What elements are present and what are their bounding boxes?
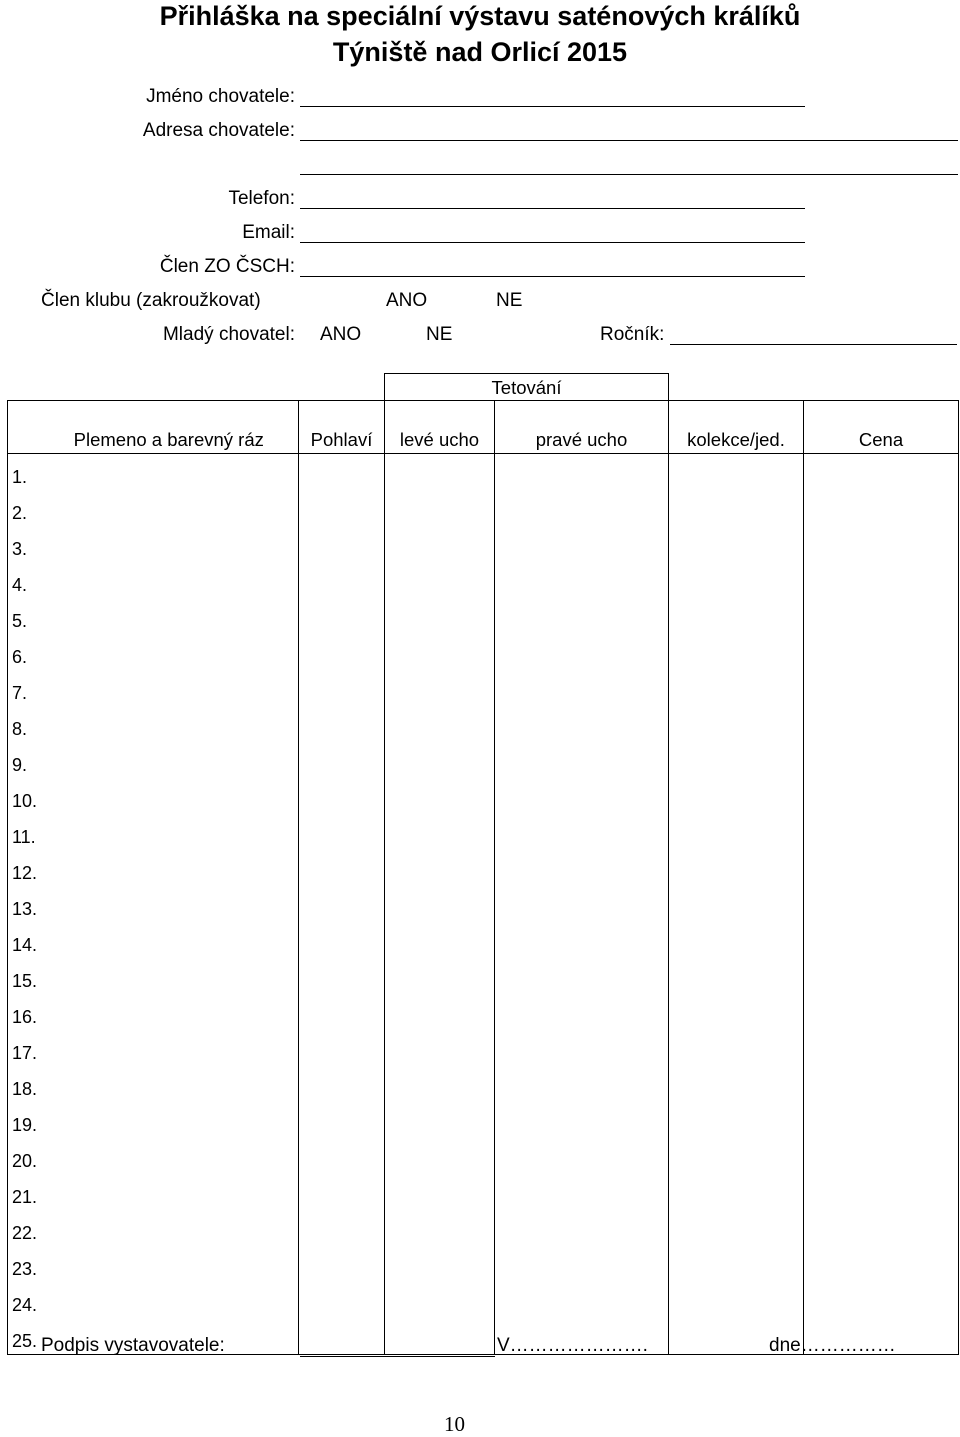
collection-cell[interactable] bbox=[669, 1210, 804, 1246]
collection-cell[interactable] bbox=[669, 1174, 804, 1210]
young-breeder-no-option[interactable]: NE bbox=[426, 324, 453, 345]
collection-cell[interactable] bbox=[669, 670, 804, 706]
sex-cell[interactable] bbox=[299, 742, 385, 778]
left-ear-cell[interactable] bbox=[385, 526, 495, 562]
right-ear-cell[interactable] bbox=[495, 850, 669, 886]
breeder-address-field[interactable] bbox=[300, 117, 958, 141]
row-number: 21. bbox=[8, 1174, 40, 1210]
row-number: 12. bbox=[8, 850, 40, 886]
price-cell[interactable] bbox=[804, 634, 959, 670]
table-row bbox=[8, 1066, 959, 1102]
sex-cell[interactable] bbox=[299, 562, 385, 598]
collection-cell[interactable] bbox=[669, 958, 804, 994]
breed-cell[interactable] bbox=[40, 922, 299, 958]
row-number: 7. bbox=[8, 670, 40, 706]
left-ear-cell[interactable] bbox=[385, 742, 495, 778]
row-number: 14. bbox=[8, 922, 40, 958]
collection-cell[interactable] bbox=[669, 454, 804, 491]
breed-cell[interactable] bbox=[40, 1282, 299, 1318]
left-ear-cell[interactable] bbox=[385, 1030, 495, 1066]
sex-cell[interactable] bbox=[299, 850, 385, 886]
sex-cell[interactable] bbox=[299, 598, 385, 634]
price-cell[interactable] bbox=[804, 670, 959, 706]
collection-cell[interactable] bbox=[669, 886, 804, 922]
row-number: 9. bbox=[8, 742, 40, 778]
table-row bbox=[8, 994, 959, 1030]
sex-cell[interactable] bbox=[299, 670, 385, 706]
sex-cell[interactable] bbox=[299, 778, 385, 814]
row-number: 25. bbox=[8, 1318, 40, 1355]
young-breeder-yes-option[interactable]: ANO bbox=[320, 324, 362, 345]
price-cell[interactable] bbox=[804, 1138, 959, 1174]
table-row bbox=[8, 598, 959, 634]
row-number: 5. bbox=[8, 598, 40, 634]
breed-cell[interactable] bbox=[40, 886, 299, 922]
breed-cell[interactable] bbox=[40, 778, 299, 814]
breed-cell[interactable] bbox=[40, 634, 299, 670]
left-ear-cell[interactable] bbox=[385, 1210, 495, 1246]
page-number: 10 bbox=[444, 1412, 465, 1436]
table-row bbox=[8, 670, 959, 706]
right-ear-cell[interactable] bbox=[495, 562, 669, 598]
left-ear-cell[interactable] bbox=[385, 1246, 495, 1282]
left-ear-cell[interactable] bbox=[385, 1282, 495, 1318]
price-cell[interactable] bbox=[804, 814, 959, 850]
breed-cell[interactable] bbox=[40, 562, 299, 598]
table-row bbox=[8, 850, 959, 886]
right-ear-cell[interactable] bbox=[495, 958, 669, 994]
price-cell[interactable] bbox=[804, 1246, 959, 1282]
table-row bbox=[8, 1210, 959, 1246]
table-row bbox=[8, 634, 959, 670]
table-row bbox=[8, 1138, 959, 1174]
price-cell[interactable] bbox=[804, 1282, 959, 1318]
right-ear-cell[interactable] bbox=[495, 1066, 669, 1102]
right-ear-cell[interactable] bbox=[495, 1282, 669, 1318]
sex-cell[interactable] bbox=[299, 1210, 385, 1246]
right-ear-cell[interactable] bbox=[495, 1246, 669, 1282]
collection-cell[interactable] bbox=[669, 1138, 804, 1174]
row-number: 10. bbox=[8, 778, 40, 814]
email-line bbox=[300, 242, 805, 243]
number-header bbox=[8, 401, 40, 454]
table-header-row bbox=[8, 401, 959, 454]
collection-cell[interactable] bbox=[669, 922, 804, 958]
left-ear-cell[interactable] bbox=[385, 922, 495, 958]
animal-entry-table bbox=[7, 400, 959, 1355]
sex-cell[interactable] bbox=[299, 634, 385, 670]
left-ear-cell[interactable] bbox=[385, 814, 495, 850]
row-number: 19. bbox=[8, 1102, 40, 1138]
left-ear-cell[interactable] bbox=[385, 886, 495, 922]
sex-cell[interactable] bbox=[299, 1066, 385, 1102]
price-cell[interactable] bbox=[804, 778, 959, 814]
club-member-yes-option[interactable]: ANO bbox=[386, 290, 428, 311]
collection-cell[interactable] bbox=[669, 1066, 804, 1102]
collection-cell[interactable] bbox=[669, 598, 804, 634]
collection-cell[interactable] bbox=[669, 742, 804, 778]
price-cell[interactable] bbox=[804, 1066, 959, 1102]
right-ear-cell[interactable] bbox=[495, 778, 669, 814]
breed-cell[interactable] bbox=[40, 526, 299, 562]
member-zo-line bbox=[300, 276, 805, 277]
table-row bbox=[8, 562, 959, 598]
breed-cell[interactable] bbox=[40, 742, 299, 778]
form-title-line2: Týniště nad Orlicí 2015 bbox=[332, 37, 628, 67]
breed-cell[interactable] bbox=[40, 1066, 299, 1102]
club-member-label: Člen klubu (zakroužkovat) bbox=[41, 290, 261, 311]
phone-line bbox=[300, 208, 805, 209]
price-cell[interactable] bbox=[804, 958, 959, 994]
breeder-address-field-2[interactable] bbox=[300, 151, 958, 175]
table-row bbox=[8, 1030, 959, 1066]
price-cell[interactable] bbox=[804, 1102, 959, 1138]
price-cell[interactable] bbox=[804, 454, 959, 491]
email-field[interactable] bbox=[300, 219, 805, 243]
row-number: 11. bbox=[8, 814, 40, 850]
row-number: 3. bbox=[8, 526, 40, 562]
left-ear-cell[interactable] bbox=[385, 850, 495, 886]
member-zo-label: Člen ZO ČSCH: bbox=[159, 256, 295, 277]
sex-cell[interactable] bbox=[299, 1030, 385, 1066]
sex-cell[interactable] bbox=[299, 1282, 385, 1318]
row-number: 24. bbox=[8, 1282, 40, 1318]
left-ear-cell[interactable] bbox=[385, 670, 495, 706]
left-ear-cell[interactable] bbox=[385, 454, 495, 491]
sex-cell[interactable] bbox=[299, 994, 385, 1030]
birth-year-field[interactable] bbox=[670, 321, 957, 345]
table-row bbox=[8, 454, 959, 491]
date-field[interactable]: dne…………… bbox=[769, 1335, 896, 1356]
price-cell[interactable] bbox=[804, 1174, 959, 1210]
row-number: 8. bbox=[8, 706, 40, 742]
collection-cell[interactable] bbox=[669, 994, 804, 1030]
sex-cell[interactable] bbox=[299, 922, 385, 958]
left-ear-cell[interactable] bbox=[385, 1138, 495, 1174]
table-row bbox=[8, 778, 959, 814]
price-cell[interactable] bbox=[804, 706, 959, 742]
sex-cell[interactable] bbox=[299, 1246, 385, 1282]
tattoo-group-header: Tetování bbox=[384, 373, 669, 400]
right-ear-cell[interactable] bbox=[495, 994, 669, 1030]
collection-cell[interactable] bbox=[669, 1030, 804, 1066]
young-breeder-label: Mladý chovatel: bbox=[162, 324, 295, 345]
right-ear-cell[interactable] bbox=[495, 814, 669, 850]
right-ear-cell[interactable] bbox=[495, 634, 669, 670]
row-number: 20. bbox=[8, 1138, 40, 1174]
collection-cell[interactable] bbox=[669, 1246, 804, 1282]
right-ear-cell[interactable] bbox=[495, 706, 669, 742]
row-number: 15. bbox=[8, 958, 40, 994]
row-number: 18. bbox=[8, 1066, 40, 1102]
right-ear-cell[interactable] bbox=[495, 526, 669, 562]
left-ear-cell[interactable] bbox=[385, 778, 495, 814]
table-row bbox=[8, 742, 959, 778]
right-ear-cell[interactable] bbox=[495, 1138, 669, 1174]
row-number: 23. bbox=[8, 1246, 40, 1282]
right-ear-cell[interactable] bbox=[495, 1030, 669, 1066]
breeder-name-field[interactable] bbox=[300, 83, 805, 107]
form-title-line1: Přihláška na speciální výstavu saténových králíků bbox=[159, 1, 801, 31]
signature-label: Podpis vystavovatele: bbox=[41, 1335, 225, 1356]
row-number: 4. bbox=[8, 562, 40, 598]
breeder-name-label: Jméno chovatele: bbox=[146, 86, 295, 107]
collection-cell[interactable] bbox=[669, 634, 804, 670]
left-ear-cell[interactable] bbox=[385, 490, 495, 526]
breed-cell[interactable] bbox=[40, 958, 299, 994]
right-ear-cell[interactable] bbox=[495, 1210, 669, 1246]
right-ear-cell[interactable] bbox=[495, 922, 669, 958]
breeder-address-line-2 bbox=[300, 174, 958, 175]
sex-cell[interactable] bbox=[299, 886, 385, 922]
breed-cell[interactable] bbox=[40, 1138, 299, 1174]
left-ear-cell[interactable] bbox=[385, 706, 495, 742]
breeder-address-line bbox=[300, 140, 958, 141]
right-ear-cell[interactable] bbox=[495, 1102, 669, 1138]
collection-cell[interactable] bbox=[669, 850, 804, 886]
collection-cell[interactable] bbox=[669, 1102, 804, 1138]
price-cell[interactable] bbox=[804, 886, 959, 922]
breed-cell[interactable] bbox=[40, 706, 299, 742]
row-number: 17. bbox=[8, 1030, 40, 1066]
collection-cell[interactable] bbox=[669, 778, 804, 814]
right-ear-cell[interactable] bbox=[495, 454, 669, 491]
right-ear-header: pravé ucho bbox=[495, 401, 669, 454]
table-row bbox=[8, 922, 959, 958]
left-ear-cell[interactable] bbox=[385, 1174, 495, 1210]
table-row bbox=[8, 526, 959, 562]
left-ear-header: levé ucho bbox=[385, 401, 495, 454]
email-label: Email: bbox=[242, 222, 295, 243]
breed-cell[interactable] bbox=[40, 1210, 299, 1246]
sex-cell[interactable] bbox=[299, 526, 385, 562]
right-ear-cell[interactable] bbox=[495, 1174, 669, 1210]
left-ear-cell[interactable] bbox=[385, 1066, 495, 1102]
right-ear-cell[interactable] bbox=[495, 886, 669, 922]
breed-cell[interactable] bbox=[40, 454, 299, 491]
left-ear-cell[interactable] bbox=[385, 634, 495, 670]
collection-header: kolekce/jed. bbox=[669, 401, 804, 454]
price-cell[interactable] bbox=[804, 922, 959, 958]
breed-cell[interactable] bbox=[40, 1246, 299, 1282]
breed-cell[interactable] bbox=[40, 850, 299, 886]
row-number: 6. bbox=[8, 634, 40, 670]
sex-header: Pohlaví bbox=[299, 401, 385, 454]
right-ear-cell[interactable] bbox=[495, 490, 669, 526]
price-cell[interactable] bbox=[804, 526, 959, 562]
left-ear-cell[interactable] bbox=[385, 958, 495, 994]
breed-header: Plemeno a barevný ráz bbox=[40, 401, 299, 454]
price-cell[interactable] bbox=[804, 850, 959, 886]
breeder-address-label: Adresa chovatele: bbox=[142, 120, 295, 141]
breed-cell[interactable] bbox=[40, 490, 299, 526]
price-cell[interactable] bbox=[804, 742, 959, 778]
table-row bbox=[8, 706, 959, 742]
right-ear-cell[interactable] bbox=[495, 670, 669, 706]
phone-label: Telefon: bbox=[228, 188, 295, 209]
left-ear-cell[interactable] bbox=[385, 562, 495, 598]
breed-cell[interactable] bbox=[40, 1030, 299, 1066]
breed-cell[interactable] bbox=[40, 670, 299, 706]
row-number: 2. bbox=[8, 490, 40, 526]
row-number: 16. bbox=[8, 994, 40, 1030]
price-cell[interactable] bbox=[804, 598, 959, 634]
price-cell[interactable] bbox=[804, 490, 959, 526]
sex-cell[interactable] bbox=[299, 1174, 385, 1210]
sex-cell[interactable] bbox=[299, 1102, 385, 1138]
breed-cell[interactable] bbox=[40, 994, 299, 1030]
price-cell[interactable] bbox=[804, 1030, 959, 1066]
left-ear-cell[interactable] bbox=[385, 1102, 495, 1138]
collection-cell[interactable] bbox=[669, 706, 804, 742]
collection-cell[interactable] bbox=[669, 562, 804, 598]
collection-cell[interactable] bbox=[669, 526, 804, 562]
birth-year-label: Ročník: bbox=[600, 324, 665, 345]
price-header: Cena bbox=[804, 401, 959, 454]
collection-cell[interactable] bbox=[669, 1282, 804, 1318]
table-row bbox=[8, 1102, 959, 1138]
breeder-name-line bbox=[300, 106, 805, 107]
sex-cell[interactable] bbox=[299, 454, 385, 491]
table-row bbox=[8, 1174, 959, 1210]
member-zo-field[interactable] bbox=[300, 253, 805, 277]
row-number: 13. bbox=[8, 886, 40, 922]
price-cell[interactable] bbox=[804, 562, 959, 598]
collection-cell[interactable] bbox=[669, 814, 804, 850]
collection-cell[interactable] bbox=[669, 490, 804, 526]
row-number: 1. bbox=[8, 454, 40, 491]
sex-cell[interactable] bbox=[299, 814, 385, 850]
right-ear-cell[interactable] bbox=[495, 598, 669, 634]
price-cell[interactable] bbox=[804, 994, 959, 1030]
club-member-no-option[interactable]: NE bbox=[496, 290, 523, 311]
sex-cell[interactable] bbox=[299, 1138, 385, 1174]
sex-cell[interactable] bbox=[299, 958, 385, 994]
sex-cell[interactable] bbox=[299, 706, 385, 742]
table-row bbox=[8, 490, 959, 526]
table-row bbox=[8, 958, 959, 994]
birth-year-line bbox=[670, 344, 957, 345]
breed-cell[interactable] bbox=[40, 1174, 299, 1210]
sex-cell[interactable] bbox=[299, 490, 385, 526]
table-row bbox=[8, 814, 959, 850]
table-row bbox=[8, 1282, 959, 1318]
table-row bbox=[8, 1246, 959, 1282]
breed-cell[interactable] bbox=[40, 598, 299, 634]
row-number: 22. bbox=[8, 1210, 40, 1246]
signature-field[interactable] bbox=[300, 1332, 495, 1356]
breed-cell[interactable] bbox=[40, 1102, 299, 1138]
right-ear-cell[interactable] bbox=[495, 742, 669, 778]
left-ear-cell[interactable] bbox=[385, 598, 495, 634]
table-row bbox=[8, 886, 959, 922]
place-field[interactable]: V…………………. bbox=[497, 1335, 648, 1356]
price-cell[interactable] bbox=[804, 1210, 959, 1246]
phone-field[interactable] bbox=[300, 185, 805, 209]
breed-cell[interactable] bbox=[40, 814, 299, 850]
left-ear-cell[interactable] bbox=[385, 994, 495, 1030]
signature-line bbox=[300, 1356, 495, 1357]
